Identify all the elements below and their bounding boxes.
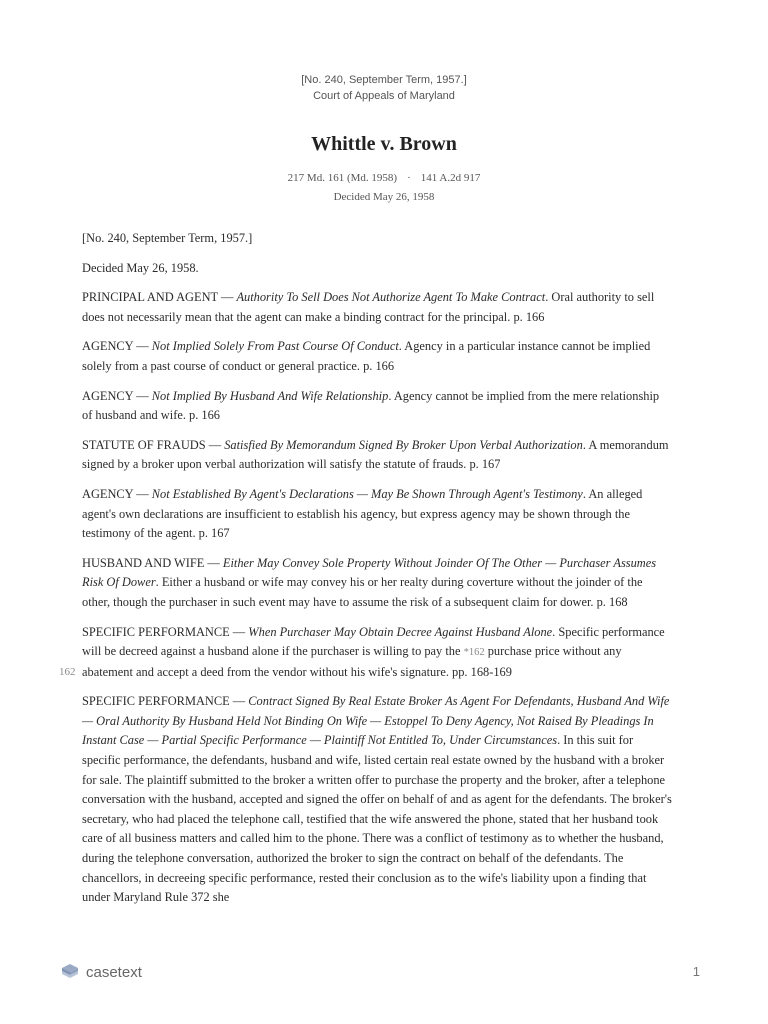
headnote-topic: AGENCY — [82,486,152,501]
term-paragraph: [No. 240, September Term, 1957.] [82,231,253,245]
opinion-body [82,229,672,918]
headnote-4 [82,436,672,475]
citation-md: 217 Md. 161 (Md. 1958) [287,172,398,184]
headnote-3 [82,387,672,426]
decided-date: Decided May 26, 1958 [333,191,435,203]
case-title: Whittle v. Brown [311,133,457,155]
headnote-topic: PRINCIPAL AND AGENT — [82,290,237,305]
page-pin-link[interactable]: *162 [463,647,485,659]
headnote-topic: SPECIFIC PERFORMANCE — [82,624,249,639]
brand-name: casetext [86,963,142,981]
margin-page-number: 162 [59,666,76,678]
headnote-6 [82,554,672,613]
citation-a2d: 141 A.2d 917 [420,172,481,184]
headnote-8 [82,692,672,908]
decided-paragraph: Decided May 26, 1958. [82,260,199,275]
headnote-subtopic: Not Implied By Husband And Wife Relationship [151,388,389,403]
headnote-1 [82,288,672,327]
headnote-text: . Agency cannot be implied from the mere relationship of husband and wife. p. 166 [82,388,660,423]
headnote-text: purchase price without any abatement and accept a deed from the vendor without his wife's signature. pp. 168-169 [82,644,622,679]
headnote-topic: HUSBAND AND WIFE — [82,555,223,570]
headnote-subtopic: Satisfied By Memorandum Signed By Broker Upon Verbal Authorization [224,437,583,452]
headnote-subtopic: Not Established By Agent's Declarations — May Be Shown Through Agent's Testimony [151,486,583,501]
term-line: [No. 240, September Term, 1957.] [301,74,467,86]
headnote-subtopic: Not Implied Solely From Past Course Of Conduct [151,339,399,354]
court-name: Court of Appeals of Maryland [313,90,455,102]
headnote-topic: AGENCY — [82,388,152,403]
headnote-5 [82,485,672,544]
casetext-logo[interactable] [60,962,142,982]
citation-block [0,169,768,207]
headnote-subtopic: Contract Signed By Real Estate Broker As Agent For Defendants, Husband And Wife — Oral Authority By Husband Held Not Binding On Wife — Estoppel To Deny Agency, Not Raised By Pleadings In Instant Case — Partial Specific Performance — Plaintiff Not Entitled To, Under Circumstances [82,694,670,748]
headnote-subtopic: Authority To Sell Does Not Authorize Agent To Make Contract [236,290,546,305]
headnote-7 [82,623,672,683]
casetext-logo-icon [60,962,80,982]
headnote-subtopic: Either May Convey Sole Property Without Joinder Of The Other — Purchaser Assumes Risk Of Dower [82,555,657,590]
page-number: 1 [692,964,700,979]
headnote-text: . Specific performance will be decreed against a husband alone if the purchaser is willing to pay the [82,624,665,659]
headnote-subtopic: When Purchaser May Obtain Decree Against Husband Alone [248,624,553,639]
headnote-topic: SPECIFIC PERFORMANCE — [82,694,249,709]
headnote-text: . Agency in a particular instance cannot be implied solely from a past course of conduct or general practice. p. 166 [82,339,651,373]
headnote-topic: AGENCY — [82,339,152,354]
headnote-text: . Oral authority to sell does not necessarily mean that the agent can make a binding contract for the principal. p. 166 [82,290,655,324]
headnote-topic: STATUTE OF FRAUDS — [82,437,225,452]
headnote-text: . An alleged agent's own declarations are insufficient to establish his agency, but express agency may be shown through the testimony of the agent. p. 167 [82,486,643,541]
headnote-text: . Either a husband or wife may convey his or her realty during coverture without the joinder of the other, though the purchaser in such event may have to assume the risk of a subsequent claim for dower. p. 168 [82,575,643,609]
headnote-2 [82,337,672,376]
citation-separator: · [407,172,411,184]
headnote-text: . In this suit for specific performance, the defendants, husband and wife, listed certain real estate owned by the husband with a broker for sale. The plaintiff submitted to the broker a written offer to purchase the property and the broker, after a telephone conversation with the husband, accepted and signed the offer on behalf of and as agent for the defendants. The broker's secretary, who had placed the telephone call, testified that the wife answered the phone, stated that her husband took care of all business matters and called him to the phone. There was a conflict of testimony as to whether the husband, during the telephone conversation, authorized the broker to sign the contract on behalf of the defendants. The chancellors, in decreeing specific performance, rested their conclusion as to the wife's liability upon a finding that under Maryland Rule 372 she [82,733,672,905]
case-header [0,72,768,104]
headnote-text: . A memorandum signed by a broker upon verbal authorization will satisfy the statute of frauds. p. 167 [82,437,669,472]
